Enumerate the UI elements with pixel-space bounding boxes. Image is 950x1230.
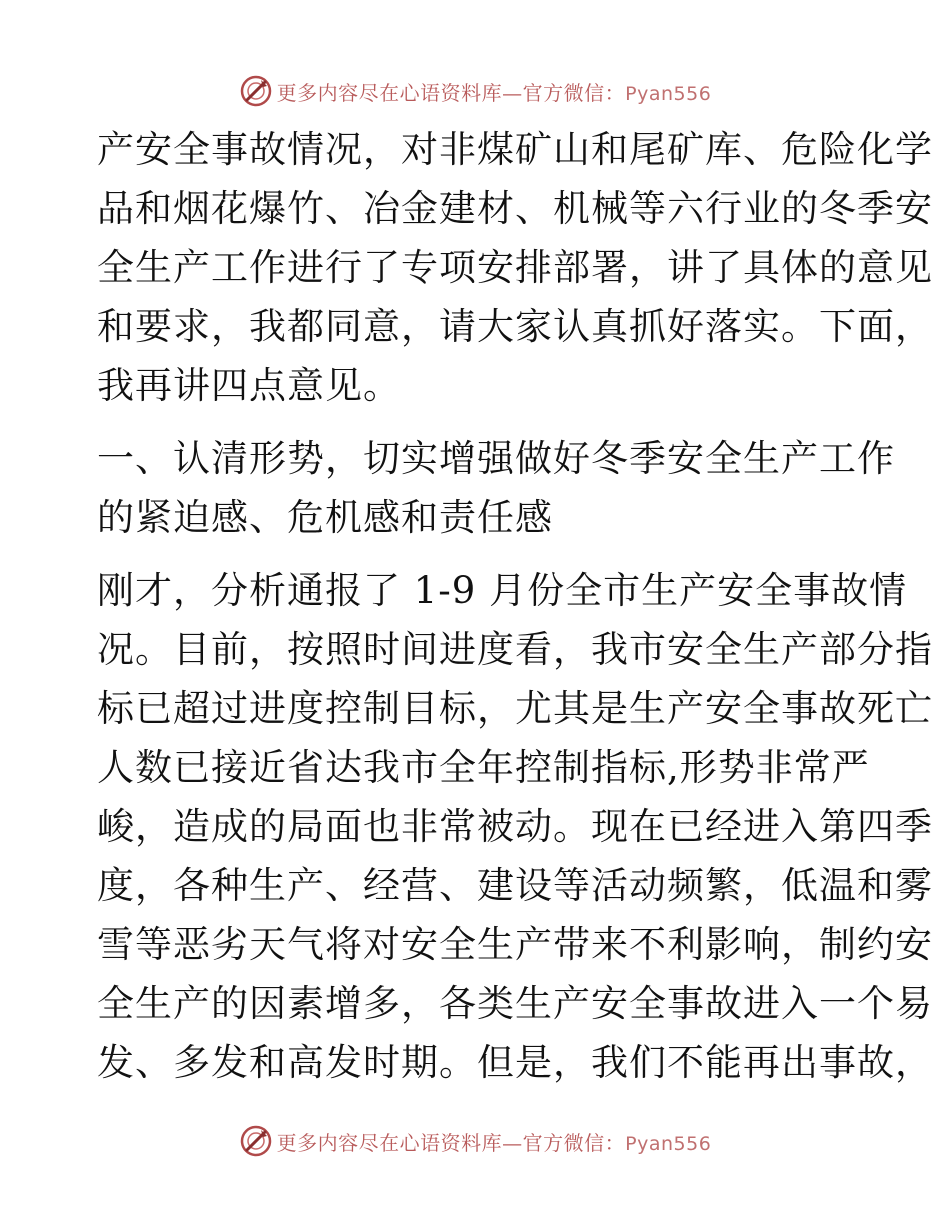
footer-watermark [0, 1121, 950, 1161]
watermark-text: 更多内容尽在心语资料库—官方微信：Pyan556 [276, 1130, 712, 1155]
watermark-wechat-id: Pyan556 [625, 1132, 712, 1155]
header-watermark [0, 71, 950, 111]
watermark-text: 更多内容尽在心语资料库—官方微信：Pyan556 [276, 80, 712, 105]
text-line: 雪等恶劣天气将对安全生产带来不利影响，制约安 [97, 923, 933, 966]
text-line: 况。目前，按照时间进度看，我市安全生产部分指 [97, 628, 933, 671]
watermark-group [239, 1124, 712, 1158]
text-line: 全生产的因素增多，各类生产安全事故进入一个易 [97, 982, 933, 1025]
text-line: 发、多发和高发时期。但是，我们不能再出事故， [97, 1041, 933, 1084]
section-heading [97, 429, 895, 547]
paragraph-body [97, 561, 933, 1092]
heading-line: 的紧迫感、危机感和责任感 [97, 496, 553, 539]
watermark-group [239, 74, 712, 108]
watermark-wechat-id: Pyan556 [625, 82, 712, 105]
document-body [97, 120, 933, 1092]
text-line: 我再讲四点意见。 [97, 364, 401, 407]
text-line: 和要求，我都同意，请大家认真抓好落实。下面， [97, 305, 933, 348]
text-line: 全生产工作进行了专项安排部署，讲了具体的意见 [97, 246, 933, 289]
text-line: 品和烟花爆竹、冶金建材、机械等六行业的冬季安 [97, 187, 933, 230]
brand-logo-icon [239, 74, 273, 108]
text-line: 标已超过进度控制目标，尤其是生产安全事故死亡 [97, 687, 933, 730]
heading-line: 一、认清形势，切实增强做好冬季安全生产工作 [97, 437, 895, 480]
text-line: 度，各种生产、经营、建设等活动频繁，低温和雾 [97, 864, 933, 907]
text-line: 峻，造成的局面也非常被动。现在已经进入第四季 [97, 805, 933, 848]
text-line: 产安全事故情况，对非煤矿山和尾矿库、危险化学 [97, 128, 933, 171]
text-line: 刚才，分析通报了 1-9 月份全市生产安全事故情 [97, 569, 908, 612]
brand-logo-icon [239, 1124, 273, 1158]
paragraph-intro [97, 120, 933, 415]
text-line: 人数已接近省达我市全年控制指标,形势非常严 [97, 746, 870, 789]
